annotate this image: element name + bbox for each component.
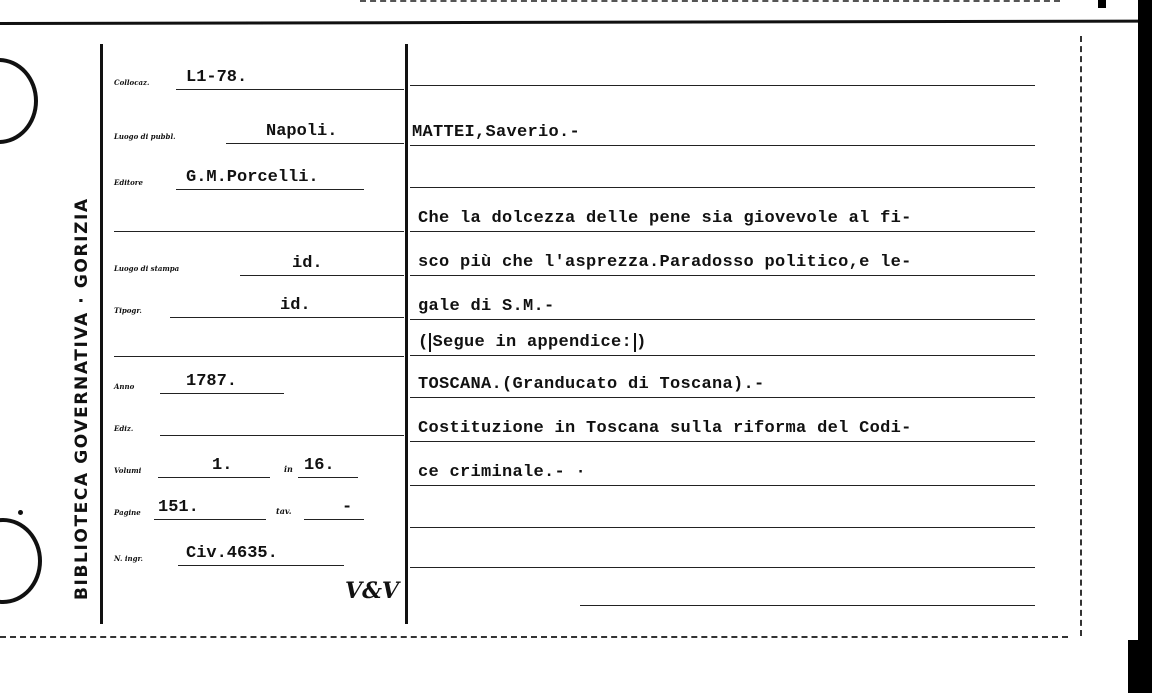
row-rule bbox=[410, 527, 1035, 528]
field-luogo-stampa bbox=[114, 246, 404, 276]
field-label: N. ingr. bbox=[114, 554, 143, 563]
right-row-blank bbox=[410, 154, 1035, 188]
field-label: Luogo di stampa bbox=[114, 264, 180, 273]
field-ingresso bbox=[114, 536, 404, 566]
row-rule bbox=[410, 85, 1035, 86]
field-value: 151. bbox=[158, 498, 199, 517]
row-rule bbox=[580, 605, 1035, 606]
field-editore bbox=[114, 160, 404, 190]
field-label: Editore bbox=[114, 178, 143, 187]
field-collocazione bbox=[114, 60, 404, 90]
field-value: L1-78. bbox=[186, 68, 248, 87]
right-row-blank-5 bbox=[410, 572, 1035, 606]
field-rule-2 bbox=[298, 477, 358, 478]
field-value: id. bbox=[280, 296, 311, 315]
top-corner-mark bbox=[1098, 0, 1106, 8]
field-luogo-pubblicazione bbox=[114, 114, 404, 144]
field-value-2: - bbox=[342, 498, 353, 517]
field-separator: tav. bbox=[276, 506, 292, 516]
field-rule bbox=[226, 143, 404, 144]
entry-note: ( Segue in appendice: ) bbox=[418, 333, 647, 352]
row-rule bbox=[410, 231, 1035, 232]
scan-dark-edge bbox=[1138, 0, 1152, 693]
entry-note-text: Segue in appendice: bbox=[429, 333, 637, 352]
row-rule bbox=[410, 187, 1035, 188]
row-rule bbox=[410, 567, 1035, 568]
handwritten-initials: V&V bbox=[345, 578, 400, 604]
field-value: 1787. bbox=[186, 372, 238, 391]
field-rule bbox=[114, 231, 404, 232]
field-rule-2 bbox=[304, 519, 364, 520]
row-rule bbox=[410, 485, 1035, 486]
field-rule bbox=[154, 519, 266, 520]
entry-subject-row bbox=[410, 364, 1035, 398]
field-rule bbox=[176, 89, 404, 90]
card-bottom-border bbox=[0, 636, 1068, 638]
field-label: Luogo di pubbl. bbox=[114, 132, 176, 141]
field-label: Volumi bbox=[114, 466, 142, 475]
entry-title-row-1 bbox=[410, 198, 1035, 232]
row-rule bbox=[410, 145, 1035, 146]
entry-appendix-line-1: Costituzione in Toscana sulla riforma del Codi- bbox=[418, 419, 912, 438]
field-rule bbox=[176, 189, 364, 190]
center-column-rule bbox=[405, 44, 408, 624]
field-value: id. bbox=[292, 254, 323, 273]
field-tipografo bbox=[114, 288, 404, 318]
entry-title-row-2 bbox=[410, 242, 1035, 276]
row-rule bbox=[410, 319, 1035, 320]
field-label: Collocaz. bbox=[114, 78, 150, 87]
entry-appendix-row-2 bbox=[410, 452, 1035, 486]
field-value: Napoli. bbox=[266, 122, 338, 141]
top-edge-marks bbox=[360, 0, 1060, 2]
field-rule bbox=[158, 477, 270, 478]
entry-appendix-line-2: ce criminale.- · bbox=[418, 463, 587, 482]
entry-title-line-3: gale di S.M.- bbox=[418, 297, 555, 316]
punch-hole-top bbox=[0, 58, 38, 144]
field-rule bbox=[160, 393, 284, 394]
field-label: Pagine bbox=[114, 508, 141, 517]
field-label: Tipogr. bbox=[114, 306, 142, 315]
field-rule bbox=[240, 275, 404, 276]
entry-note-row bbox=[410, 322, 1035, 356]
institution-stamp: BIBLIOTECA GOVERNATIVA · GORIZIA bbox=[72, 197, 92, 600]
right-row-blank-3 bbox=[410, 494, 1035, 528]
field-value-2: 16. bbox=[304, 456, 335, 475]
field-value: 1. bbox=[212, 456, 233, 475]
card-top-border bbox=[0, 20, 1140, 25]
field-separator: in bbox=[284, 464, 293, 474]
entry-title-line-2: sco più che l'asprezza.Paradosso politico,e le- bbox=[418, 253, 912, 272]
field-value: Civ.4635. bbox=[186, 544, 278, 563]
field-anno bbox=[114, 364, 404, 394]
right-row-blank-4 bbox=[410, 534, 1035, 568]
field-value: G.M.Porcelli. bbox=[186, 168, 319, 187]
field-pagine bbox=[114, 490, 404, 520]
entry-author: MATTEI,Saverio.- bbox=[412, 123, 581, 142]
field-rule bbox=[170, 317, 404, 318]
row-rule bbox=[410, 441, 1035, 442]
punch-hole-bottom bbox=[0, 518, 42, 604]
row-rule bbox=[410, 397, 1035, 398]
field-volumi bbox=[114, 448, 404, 478]
card-right-border bbox=[1080, 36, 1082, 636]
field-rule bbox=[114, 356, 404, 357]
field-label: Anno bbox=[114, 382, 135, 391]
punch-dot bbox=[18, 510, 23, 515]
entry-subject: TOSCANA.(Granducato di Toscana).- bbox=[418, 375, 765, 394]
row-rule bbox=[410, 275, 1035, 276]
entry-appendix-row-1 bbox=[410, 408, 1035, 442]
left-column-rule bbox=[100, 44, 103, 624]
entry-title-line-1: Che la dolcezza delle pene sia giovevole al fi- bbox=[418, 209, 912, 228]
field-edizione bbox=[114, 406, 404, 436]
field-label: Ediz. bbox=[114, 424, 134, 433]
field-blank bbox=[114, 202, 404, 232]
right-row-blank-top bbox=[410, 52, 1035, 86]
bottom-corner-mark bbox=[1128, 640, 1138, 693]
field-blank-2 bbox=[114, 327, 404, 357]
entry-author-row bbox=[410, 112, 1035, 146]
entry-title-row-3 bbox=[410, 286, 1035, 320]
field-rule bbox=[160, 435, 404, 436]
row-rule bbox=[410, 355, 1035, 356]
field-rule bbox=[178, 565, 344, 566]
